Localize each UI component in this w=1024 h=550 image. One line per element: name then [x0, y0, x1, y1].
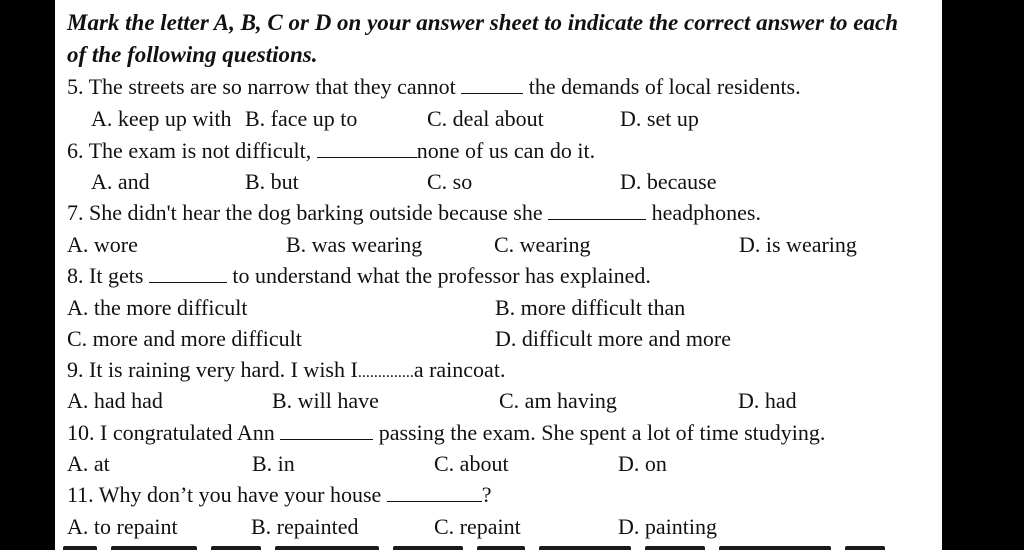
question-number: 10. — [67, 420, 95, 445]
question-8 — [67, 263, 651, 289]
question-number: 11. — [67, 482, 94, 507]
question-5-option-d: D. set up — [620, 106, 699, 131]
question-stem-start: The exam is not difficult, — [88, 138, 317, 163]
question-11-option-d: D. painting — [618, 514, 717, 539]
question-7-option-b: B. was wearing — [286, 232, 423, 257]
question-8-option-c: C. more and more difficult — [67, 326, 302, 351]
question-6-option-b: B. but — [245, 169, 299, 194]
question-stem-end: the demands of local residents. — [523, 74, 801, 99]
question-number: 8. — [67, 263, 84, 288]
question-number: 5. — [67, 74, 84, 99]
question-6-option-a: A. and — [91, 169, 150, 194]
question-stem-end: a raincoat. — [413, 357, 506, 382]
question-11-option-b: B. repainted — [251, 514, 359, 539]
question-stem-start: The streets are so narrow that they cannot — [88, 74, 462, 99]
question-9-option-d: D. had — [738, 388, 797, 413]
answer-blank — [548, 201, 646, 220]
question-7-option-a: A. wore — [67, 232, 138, 257]
answer-blank — [461, 75, 523, 94]
answer-blank — [149, 264, 227, 283]
question-stem-end: to understand what the professor has explained. — [226, 263, 651, 288]
question-number: 9. — [67, 357, 84, 382]
question-8-option-a: A. the more difficult — [67, 295, 248, 320]
question-number: 6. — [67, 138, 84, 163]
question-9-option-c: C. am having — [499, 388, 617, 413]
question-8-option-d: D. difficult more and more — [495, 326, 732, 351]
question-stem-start: It gets — [89, 263, 149, 288]
question-5 — [67, 74, 801, 100]
question-11-option-c: C. repaint — [434, 514, 521, 539]
question-stem-start: She didn't hear the dog barking outside because she — [89, 200, 549, 225]
question-5-option-b: B. face up to — [245, 106, 358, 131]
question-6 — [67, 138, 595, 164]
answer-blank — [317, 139, 417, 158]
question-5-option-a: A. keep up with — [91, 106, 232, 131]
question-10-option-b: B. in — [252, 451, 295, 476]
question-6-option-c: C. so — [427, 169, 473, 194]
question-6-option-d: D. because — [620, 169, 717, 194]
question-9-option-b: B. will have — [272, 388, 379, 413]
question-10-option-a: A. at — [67, 451, 110, 476]
question-11 — [67, 482, 492, 508]
question-8-option-b: B. more difficult than — [495, 295, 686, 320]
instruction-line-1: Mark the letter A, B, C or D on your answer sheet to indicate the correct answer to each — [67, 10, 899, 35]
question-stem-end: passing the exam. She spent a lot of time studying. — [373, 420, 826, 445]
instruction-line-2: of the following questions. — [67, 42, 318, 67]
question-10 — [67, 420, 825, 446]
question-10-option-d: D. on — [618, 451, 667, 476]
cut-off-text-line — [63, 546, 885, 550]
question-11-option-a: A. to repaint — [67, 514, 178, 539]
question-7-option-c: C. wearing — [494, 232, 591, 257]
question-7 — [67, 200, 761, 226]
answer-blank — [387, 483, 482, 502]
question-9-option-a: A. had had — [67, 388, 163, 413]
answer-dots: .............. — [357, 364, 414, 381]
question-7-option-d: D. is wearing — [739, 232, 857, 257]
worksheet-page — [55, 0, 942, 550]
question-stem-end: none of us can do it. — [416, 138, 596, 163]
answer-blank — [280, 421, 373, 440]
question-10-option-c: C. about — [434, 451, 509, 476]
question-stem-start: It is raining very hard. I wish I — [89, 357, 358, 382]
question-stem-start: I congratulated Ann — [100, 420, 281, 445]
question-number: 7. — [67, 200, 84, 225]
question-5-option-c: C. deal about — [427, 106, 544, 131]
question-stem-end: ? — [481, 482, 492, 507]
question-stem-start: Why don’t you have your house — [98, 482, 387, 507]
question-stem-end: headphones. — [646, 200, 761, 225]
question-9 — [67, 357, 505, 386]
